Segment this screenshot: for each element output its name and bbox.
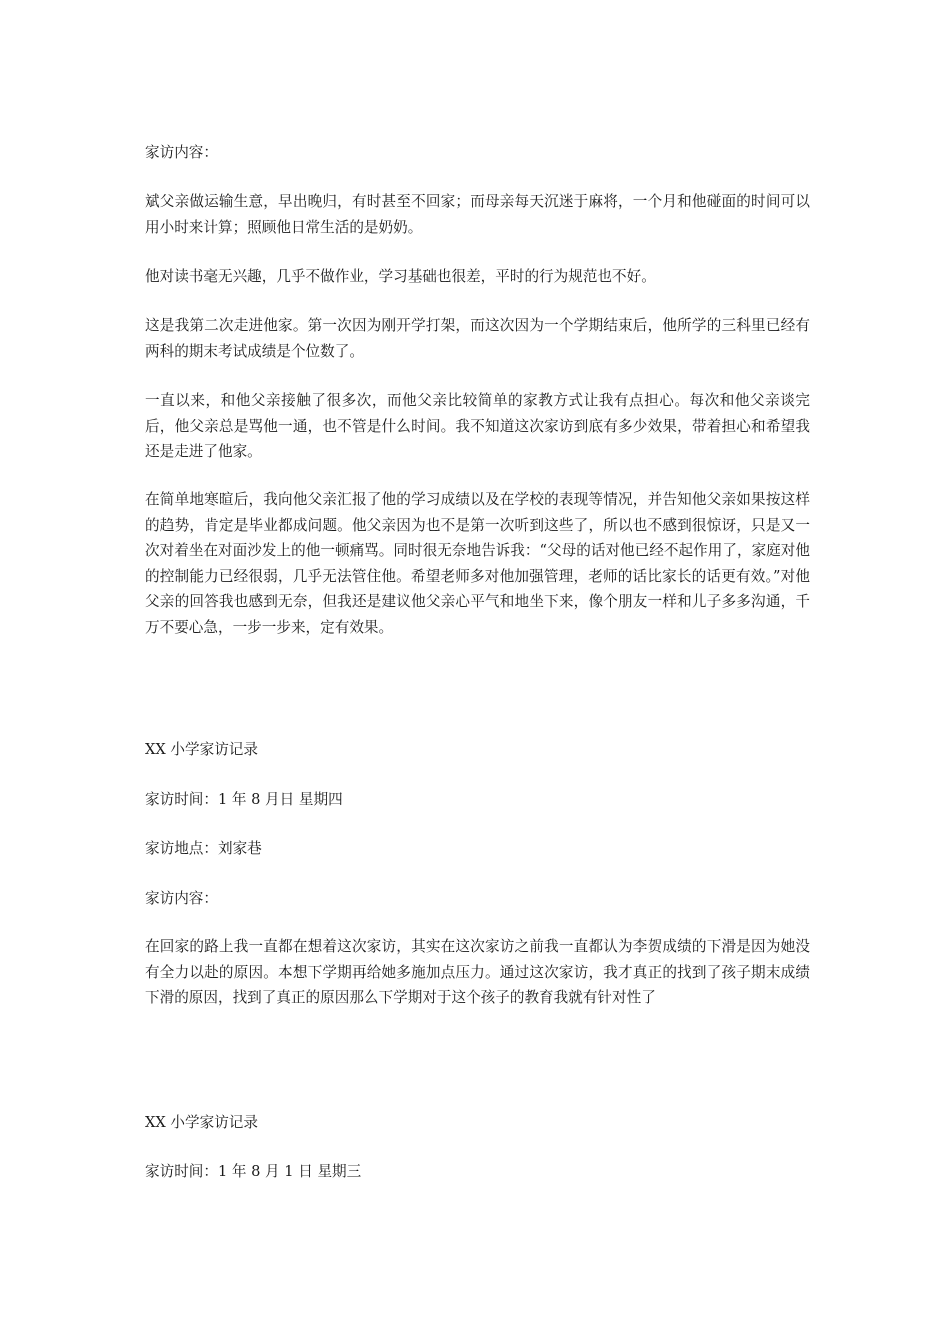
paragraph-visit-details: 在简单地寒暄后，我向他父亲汇报了他的学习成绩以及在学校的表现等情况，并告知他父亲如果按这样的趋势，肯定是毕业都成问题。他父亲因为也不是第一次听到这些了，所以也不感到很惊讶，只是又一次对着坐在对面沙发上的他一顿痛骂。同时很无奈地告诉我：“父母的话对他已经不起作用了，家庭对他的控制能力已经很弱，几乎无法管住他。希望老师多对他加强管理，老师的话比家长的话更有效。”对他父亲的回答我也感到无奈，但我还是建议他父亲心平气和地坐下来，像个朋友一样和儿子多多沟通，千万不要心急，一步一步来，定有效果。 (145, 491, 810, 636)
paragraph-second-visit: 这是我第二次走进他家。第一次因为刚开学打架，而这次因为一个学期结束后，他所学的三科里已经有两科的期末考试成绩是个位数了。 (145, 317, 810, 360)
visit-location-1: 家访地点：刘家巷 (145, 840, 262, 857)
section-heading-visit-content-2: 家访内容： (145, 890, 218, 907)
visit-time-1: 家访时间：1 年 8 月日 星期四 (145, 791, 343, 808)
visit-time-2: 家访时间：1 年 8 月 1 日 星期三 (145, 1163, 362, 1180)
record-title-1: XX 小学家访记录 (145, 741, 258, 758)
paragraph-family-background: 斌父亲做运输生意，早出晚归，有时甚至不回家；而母亲每天沉迷于麻将，一个月和他碰面的时间可以用小时来计算；照顾他日常生活的是奶奶。 (145, 193, 810, 236)
section-heading-visit-content: 家访内容： (145, 144, 218, 161)
paragraph-study-attitude: 他对读书毫无兴趣，几乎不做作业，学习基础也很差，平时的行为规范也不好。 (145, 268, 656, 285)
paragraph-reflection: 在回家的路上我一直都在想着这次家访，其实在这次家访之前我一直都认为李贺成绩的下滑是因为她没有全力以赴的原因。本想下学期再给她多施加点压力。通过这次家访，我才真正的找到了孩子期末成绩下滑的原因，找到了真正的原因那么下学期对于这个孩子的教育我就有针对性了 (145, 938, 810, 1006)
record-title-2: XX 小学家访记录 (145, 1114, 258, 1131)
paragraph-father-contact: 一直以来，和他父亲接触了很多次，而他父亲比较简单的家教方式让我有点担心。每次和他父亲谈完后，他父亲总是骂他一通，也不管是什么时间。我不知道这次家访到底有多少效果，带着担心和希望我还是走进了他家。 (145, 392, 810, 460)
